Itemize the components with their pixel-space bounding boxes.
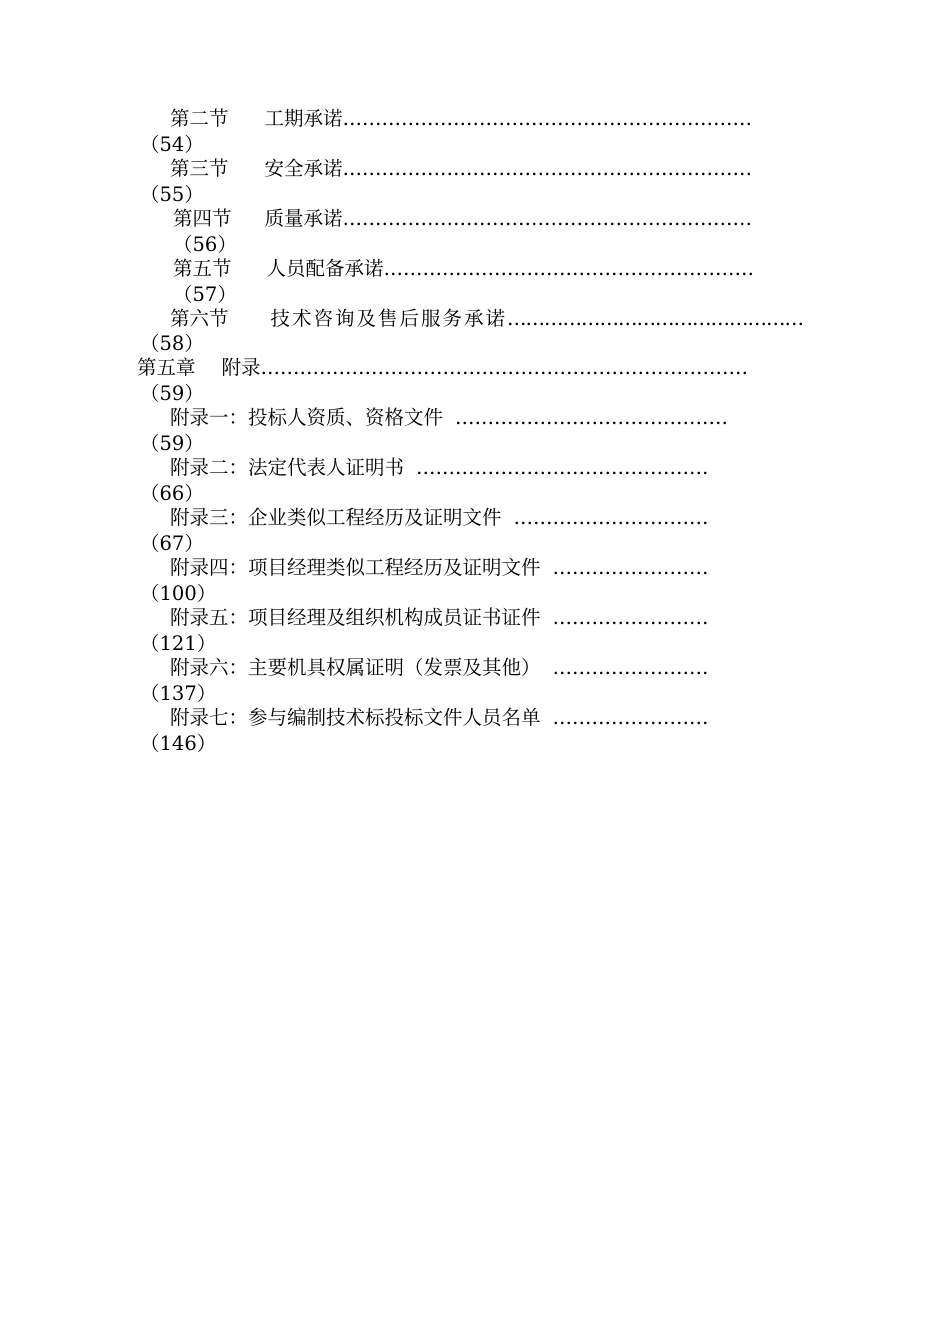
toc-entry-head: 第三节 xyxy=(170,157,229,180)
toc-entry-page: （137） xyxy=(140,682,217,705)
toc-entry-head: 附录二： xyxy=(170,456,249,479)
toc-entry-title: 安全承诺 xyxy=(264,157,343,180)
toc-entry-page: （67） xyxy=(140,532,204,555)
toc-entry-title: 项目经理及组织机构成员证书证件 xyxy=(248,606,541,629)
toc-leader-dots: ……………………………………………………… xyxy=(342,107,753,130)
toc-entry-head: 附录三： xyxy=(170,506,249,529)
toc-entry-title: 主要机具权属证明（发票及其他） xyxy=(248,656,541,679)
toc-entry-title: 技术咨询及售后服务承诺 xyxy=(270,307,508,330)
toc-entry-head: 第二节 xyxy=(170,107,229,130)
toc-entry-title-line[interactable] xyxy=(173,256,754,282)
toc-leader-dots: ……………………………………………………… xyxy=(342,157,753,180)
toc-entry-head: 附录一： xyxy=(170,406,249,429)
toc-entry-title-line[interactable] xyxy=(173,206,752,232)
toc-entry-title-line[interactable] xyxy=(170,106,752,132)
toc-leader-dots: ………………………………………… xyxy=(507,307,804,330)
toc-entry-page: （59） xyxy=(140,432,204,455)
toc-entry-page: （56） xyxy=(173,233,237,256)
toc-entry-head: 附录四： xyxy=(170,556,249,579)
toc-entry-title-line[interactable] xyxy=(170,306,803,332)
toc-entry-head: 第四节 xyxy=(173,207,232,230)
toc-appendix-line[interactable] xyxy=(170,555,709,581)
toc-entry-head: 附录七： xyxy=(170,706,249,729)
toc-chapter-head: 第五章 xyxy=(137,356,196,379)
toc-entry-title: 企业类似工程经历及证明文件 xyxy=(248,506,502,529)
toc-appendix-line[interactable] xyxy=(170,405,728,431)
toc-entry-page: （146） xyxy=(140,732,217,755)
toc-leader-dots: ………………………… xyxy=(513,506,709,529)
toc-entry-head: 附录五： xyxy=(170,606,249,629)
toc-entry-title-line[interactable] xyxy=(170,156,752,182)
toc-chapter-title: 附录 xyxy=(221,356,261,379)
toc-appendix-line[interactable] xyxy=(170,605,709,631)
toc-leader-dots: ………………………………………………………………… xyxy=(260,356,749,379)
toc-entry-head: 第六节 xyxy=(170,307,229,330)
toc-appendix-line[interactable] xyxy=(170,455,709,481)
toc-leader-dots: ………………………………………………… xyxy=(383,257,755,280)
toc-leader-dots: …………………………………… xyxy=(455,406,729,429)
toc-entry-page: （57） xyxy=(173,283,237,306)
toc-leader-dots: …………………… xyxy=(552,606,709,629)
toc-entry-page: （55） xyxy=(140,183,204,206)
toc-entry-title: 法定代表人证明书 xyxy=(248,456,405,479)
toc-entry-page: （58） xyxy=(140,332,204,355)
toc-leader-dots: ……………………………………………………… xyxy=(342,207,753,230)
toc-entry-head: 附录六： xyxy=(170,656,249,679)
toc-leader-dots: …………………… xyxy=(552,556,709,579)
toc-entry-page: （121） xyxy=(140,632,217,655)
toc-entry-page: （66） xyxy=(140,482,204,505)
toc-entry-title: 投标人资质、资格文件 xyxy=(248,406,444,429)
toc-entry-title: 工期承诺 xyxy=(264,107,343,130)
toc-entry-title: 参与编制技术标投标文件人员名单 xyxy=(248,706,541,729)
toc-entry-head: 第五节 xyxy=(173,257,232,280)
toc-appendix-line[interactable] xyxy=(170,705,709,731)
toc-chapter-title-line[interactable] xyxy=(137,355,748,381)
toc-entry-page: （100） xyxy=(140,582,217,605)
toc-entry-title: 项目经理类似工程经历及证明文件 xyxy=(248,556,541,579)
toc-entry-page: （59） xyxy=(140,382,204,405)
toc-appendix-line[interactable] xyxy=(170,655,709,681)
toc-entry-title: 质量承诺 xyxy=(264,207,343,230)
toc-leader-dots: …………………… xyxy=(552,706,709,729)
toc-entry-page: （54） xyxy=(140,133,204,156)
toc-leader-dots: …………………… xyxy=(552,656,709,679)
toc-entry-title: 人员配备承诺 xyxy=(266,257,384,280)
toc-appendix-line[interactable] xyxy=(170,505,709,531)
toc-leader-dots: ……………………………………… xyxy=(416,456,709,479)
